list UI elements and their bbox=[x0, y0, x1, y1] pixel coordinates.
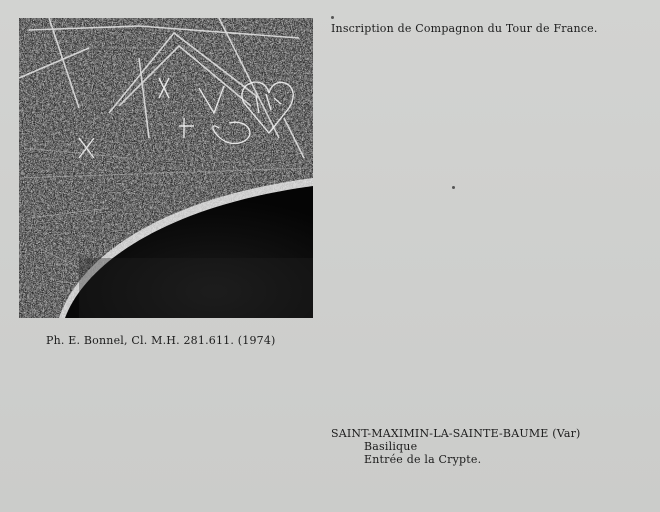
mark-dot bbox=[331, 16, 334, 19]
location-detail: Entrée de la Crypte. bbox=[364, 453, 482, 466]
graffiti-stone-image bbox=[19, 18, 313, 318]
photo-caption: Inscription de Compagnon du Tour de France. bbox=[331, 22, 598, 35]
building-name: Basilique bbox=[364, 440, 418, 453]
inscription-photo bbox=[19, 18, 313, 318]
mark-dot bbox=[452, 186, 455, 189]
location-title: SAINT-MAXIMIN-LA-SAINTE-BAUME (Var) bbox=[331, 427, 581, 440]
photo-credit: Ph. E. Bonnel, Cl. M.H. 281.611. (1974) bbox=[46, 334, 276, 347]
